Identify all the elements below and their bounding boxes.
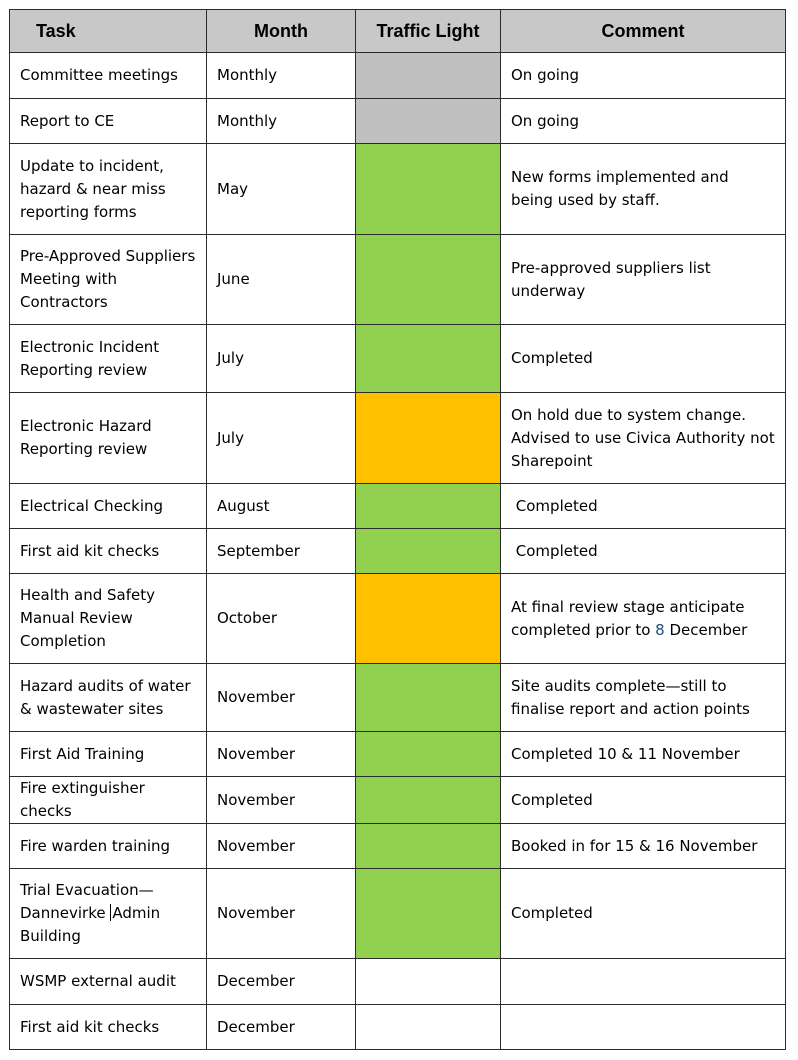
traffic-light-green — [356, 824, 501, 869]
comment-cell — [501, 529, 786, 574]
traffic-light-none — [356, 1005, 501, 1050]
task-cell — [10, 959, 207, 1005]
traffic-light-grey — [356, 53, 501, 99]
traffic-light-green — [356, 529, 501, 574]
comment-text: Pre-approved suppliers list underway — [511, 258, 716, 300]
task-text: Electronic Hazard Reporting review — [20, 417, 152, 458]
month-cell: December — [207, 959, 356, 1005]
task-cell — [10, 732, 207, 777]
task-status-table — [9, 9, 786, 1050]
table-row — [10, 235, 786, 325]
task-text: First aid kit checks — [20, 1017, 160, 1036]
table-row — [10, 325, 786, 393]
month-cell: October — [207, 574, 356, 664]
comment-text-tail: December — [664, 620, 748, 639]
table-row — [10, 144, 786, 235]
comment-text: Site audits complete—still to finalise report and action points — [511, 676, 750, 718]
table-row — [10, 959, 786, 1005]
month-cell: Monthly — [207, 53, 356, 99]
task-text: Pre-Approved Suppliers Meeting with Contractors — [20, 247, 196, 311]
comment-text: New forms implemented and being used by staff. — [511, 168, 734, 209]
task-cell — [10, 777, 207, 824]
task-text: Electrical Checking — [20, 496, 164, 515]
comment-text: At final review stage anticipate completed prior to — [511, 597, 750, 639]
traffic-light-green — [356, 777, 501, 824]
comment-cell — [501, 869, 786, 959]
column-header-task: Task — [10, 10, 207, 53]
task-text-tail: Admin Building — [20, 904, 161, 945]
column-header-traffic-light: Traffic Light — [356, 10, 501, 53]
table-row — [10, 869, 786, 959]
task-cell — [10, 824, 207, 869]
task-text: Update to incident, hazard & near miss reporting forms — [20, 156, 166, 221]
comment-cell — [501, 824, 786, 869]
comment-cell — [501, 732, 786, 777]
month-cell: September — [207, 529, 356, 574]
table-row — [10, 53, 786, 99]
month-cell: June — [207, 235, 356, 325]
month-cell: July — [207, 393, 356, 484]
task-cell — [10, 574, 207, 664]
traffic-light-amber — [356, 574, 501, 664]
traffic-light-green — [356, 235, 501, 325]
traffic-light-green — [356, 325, 501, 393]
table-row — [10, 1005, 786, 1050]
task-cell — [10, 393, 207, 484]
month-cell: November — [207, 777, 356, 824]
task-cell — [10, 529, 207, 574]
comment-text: Completed 10 & 11 November — [511, 744, 740, 763]
month-cell: November — [207, 732, 356, 777]
comment-cell — [501, 1005, 786, 1050]
task-text: First Aid Training — [20, 744, 145, 763]
table-row — [10, 824, 786, 869]
comment-text: Completed — [511, 790, 593, 809]
task-text: Fire extinguisher checks — [20, 779, 145, 820]
traffic-light-amber — [356, 393, 501, 484]
comment-cell — [501, 144, 786, 235]
task-text: Electronic Incident Reporting review — [20, 337, 160, 379]
comment-cell — [501, 574, 786, 664]
month-cell: December — [207, 1005, 356, 1050]
comment-text: Completed — [511, 349, 593, 367]
month-cell: August — [207, 484, 356, 529]
comment-text: Booked in for 15 & 16 November — [511, 836, 758, 855]
comment-text: Completed — [511, 904, 593, 922]
comment-cell — [501, 777, 786, 824]
task-cell — [10, 484, 207, 529]
comment-cell — [501, 325, 786, 393]
task-cell — [10, 99, 207, 144]
task-cell — [10, 869, 207, 959]
task-cell — [10, 1005, 207, 1050]
month-cell: Monthly — [207, 99, 356, 144]
month-cell: November — [207, 869, 356, 959]
comment-text: On going — [511, 66, 579, 84]
column-header-comment: Comment — [501, 10, 786, 53]
task-text: Fire warden training — [20, 836, 171, 855]
traffic-light-none — [356, 959, 501, 1005]
table-row — [10, 99, 786, 144]
comment-text: Completed — [511, 496, 598, 515]
task-cell — [10, 664, 207, 732]
comment-cell — [501, 484, 786, 529]
task-text: Committee meetings — [20, 66, 178, 84]
month-cell: May — [207, 144, 356, 235]
comment-cell — [501, 235, 786, 325]
header-row — [10, 10, 786, 53]
comment-text: Completed — [511, 541, 598, 560]
traffic-light-green — [356, 144, 501, 235]
comment-cell — [501, 664, 786, 732]
comment-cell — [501, 99, 786, 144]
comment-cell — [501, 53, 786, 99]
task-cell — [10, 144, 207, 235]
task-text: Report to CE — [20, 111, 115, 130]
table-row — [10, 732, 786, 777]
month-cell: November — [207, 824, 356, 869]
table-row — [10, 777, 786, 824]
task-text: WSMP external audit — [20, 972, 176, 990]
comment-text: On hold due to system change. Advised to use Civica Authority not Sharepoint — [511, 405, 780, 470]
month-cell: July — [207, 325, 356, 393]
task-cell — [10, 235, 207, 325]
traffic-light-green — [356, 869, 501, 959]
task-text: Health and Safety Manual Review Completion — [20, 586, 155, 650]
comment-cell — [501, 959, 786, 1005]
table-row — [10, 484, 786, 529]
traffic-light-green — [356, 484, 501, 529]
traffic-light-green — [356, 664, 501, 732]
comment-highlight: 8 — [655, 620, 665, 639]
table-row — [10, 574, 786, 664]
task-cell — [10, 53, 207, 99]
table-row — [10, 529, 786, 574]
column-header-month: Month — [207, 10, 356, 53]
month-cell: November — [207, 664, 356, 732]
task-cell — [10, 325, 207, 393]
comment-cell — [501, 393, 786, 484]
task-text: Trial Evacuation—Dannevirke — [20, 881, 154, 922]
traffic-light-grey — [356, 99, 501, 144]
task-text: First aid kit checks — [20, 541, 160, 560]
comment-text: On going — [511, 111, 579, 130]
table-row — [10, 393, 786, 484]
table-row — [10, 664, 786, 732]
task-text: Hazard audits of water & wastewater sites — [20, 676, 191, 718]
traffic-light-green — [356, 732, 501, 777]
